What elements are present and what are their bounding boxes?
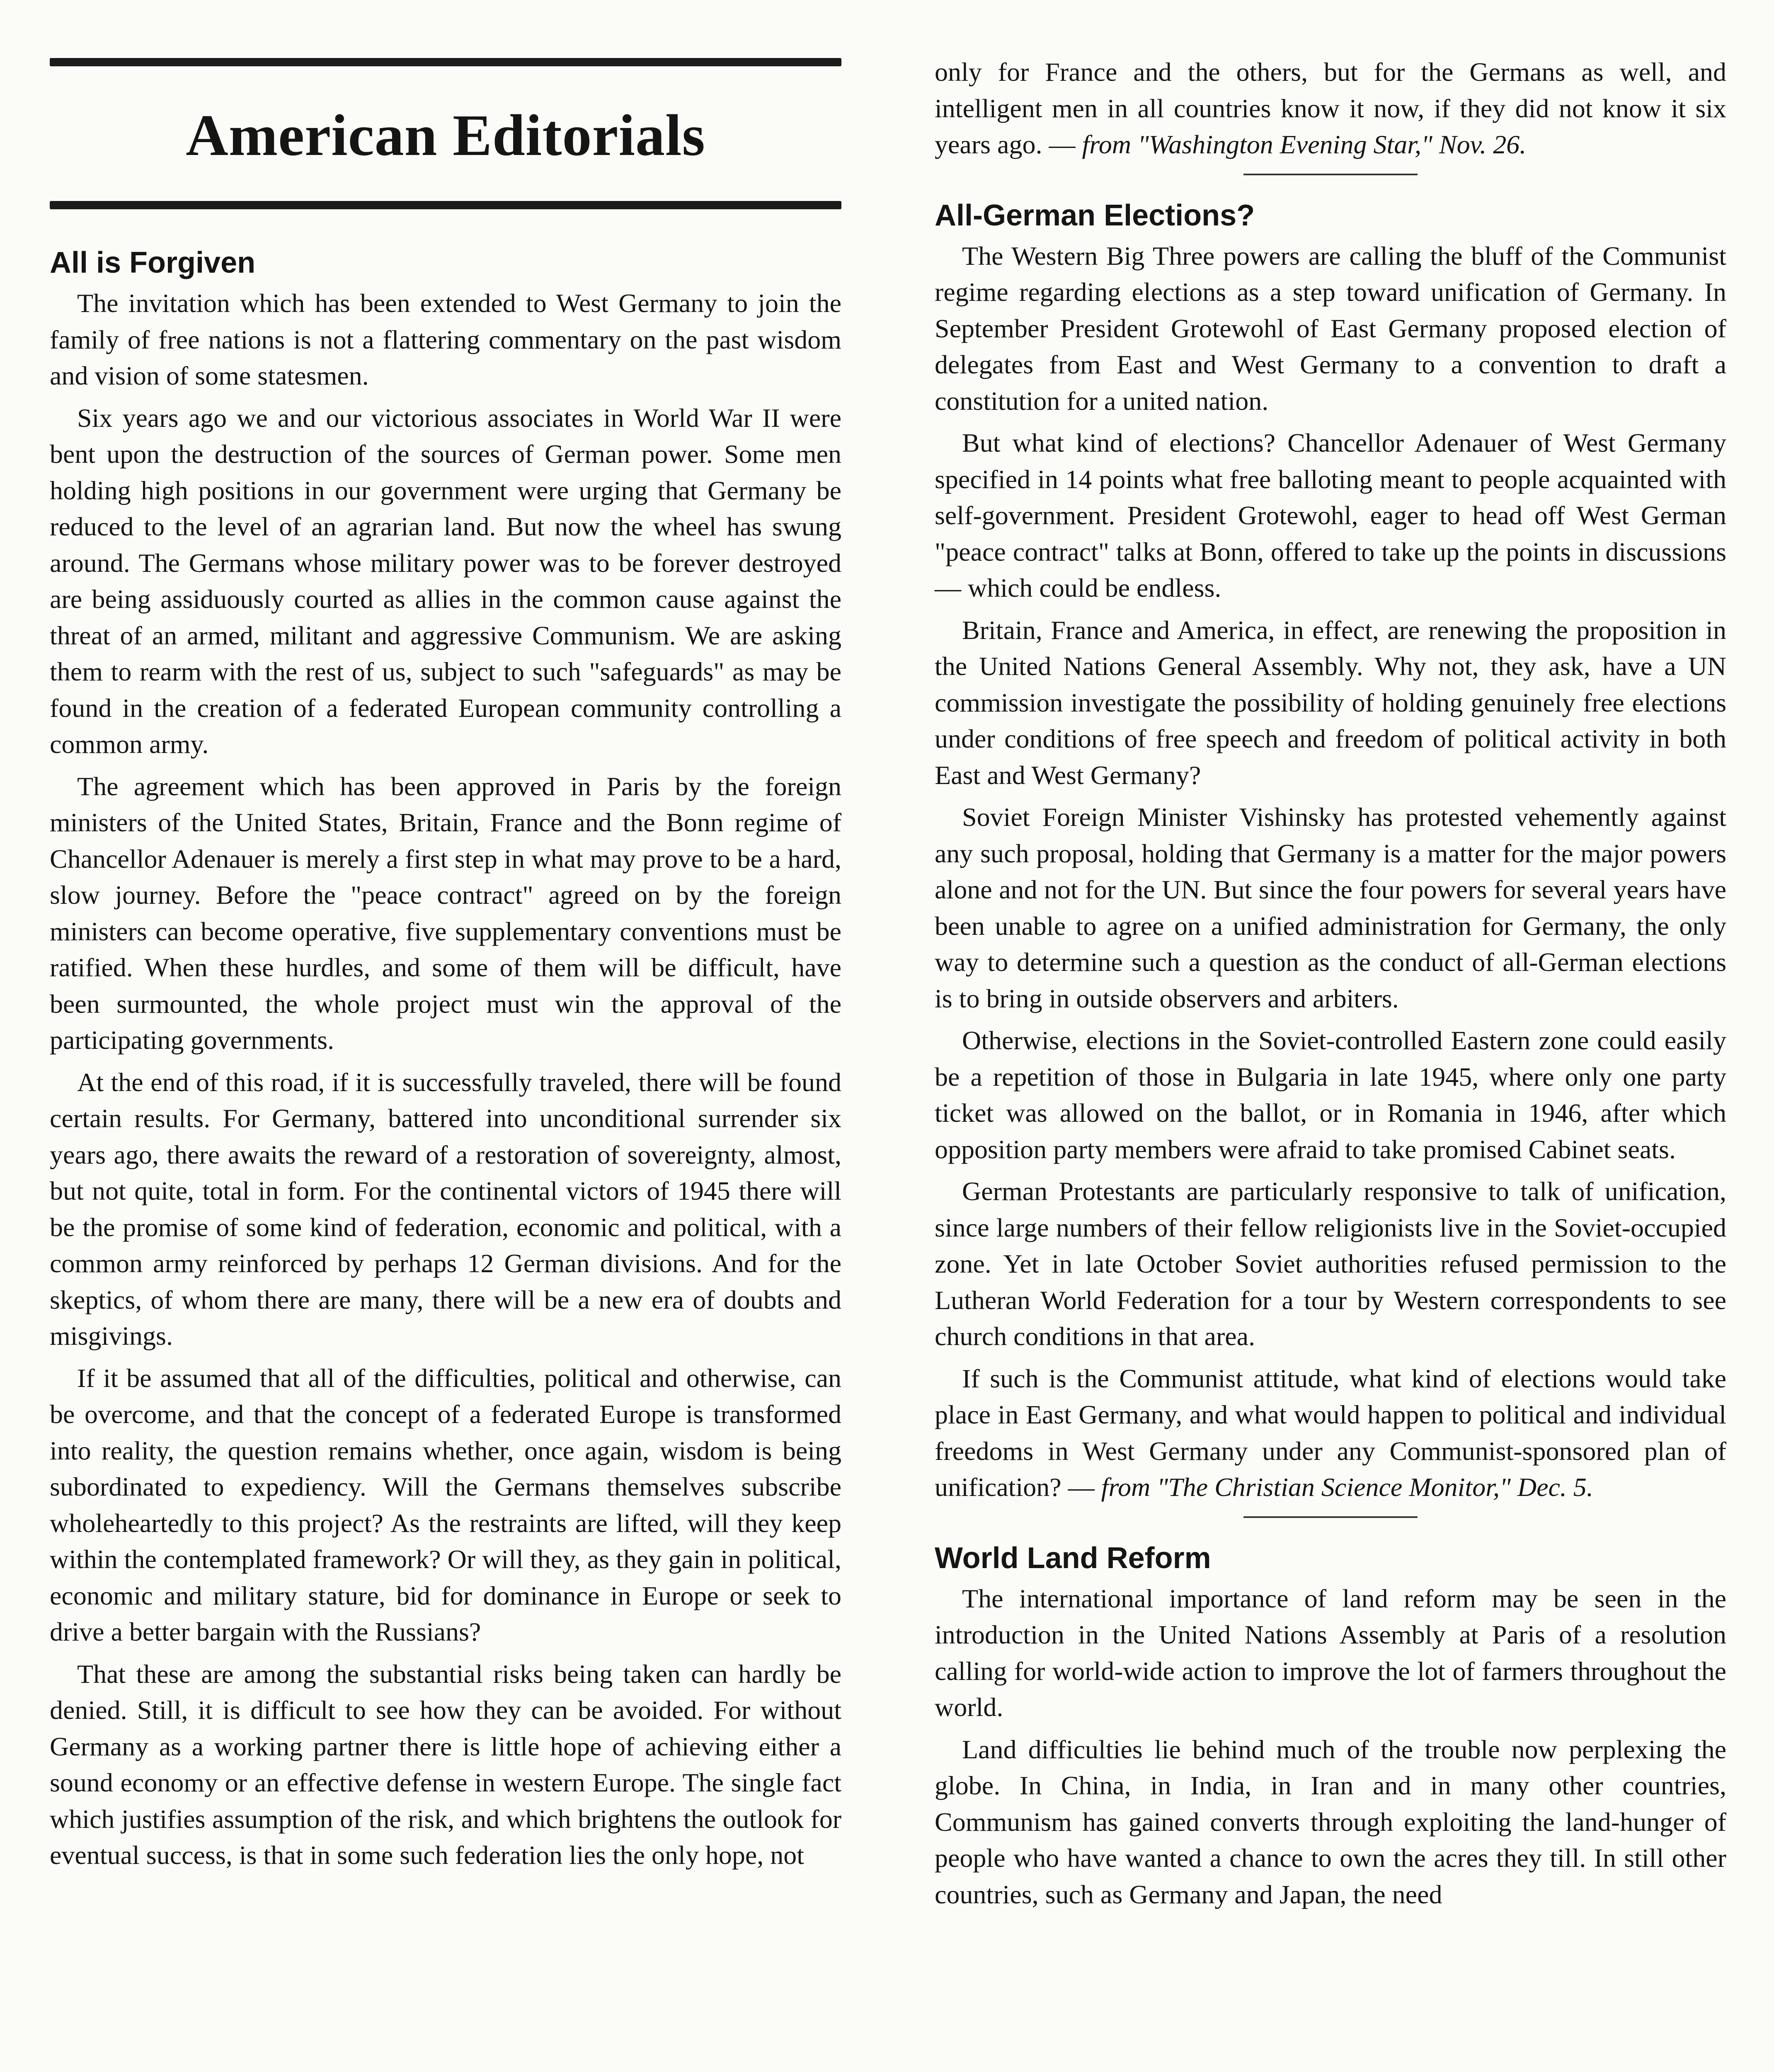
attribution: from "Washington Evening Star," Nov. 26. (1082, 130, 1527, 159)
article-paragraph: Otherwise, elections in the Soviet-controlled Eastern zone could easily be a repetition of those in Bulgaria in late 1945, where only one party ticket was allowed on the ballot, or in Romania in 1946, after which opposition party members were afraid to take promised Cabinet seats. (935, 1026, 1726, 1164)
article-headline: All is Forgiven (50, 246, 256, 279)
right-column (935, 0, 1726, 1918)
continuation-text: only for France and the others, but for the Germans as well, and intelligent men in all countries know it now, if they did not know it six years ago. — (935, 57, 1726, 159)
masthead-rule-bottom (50, 201, 841, 209)
article-paragraph (935, 1360, 1726, 1506)
article-paragraph: If it be assumed that all of the difficulties, political and otherwise, can be overcome, and that the concept of a federated Europe is transformed into reality, the question remains whether, once again, wisdom is being subordinated to expediency. Will the Germans themselves subscribe wholeheartedly to this project? As the restraints are lifted, will they keep within the contemplated framework? Or will they, as they gain in political, economic and military stature, bid for dominance in Europe or seek to drive a better bargain with the Russians? (50, 1363, 841, 1647)
article-world-land-reform (935, 1542, 1726, 1913)
article-paragraph: Britain, France and America, in effect, are renewing the proposition in the United Nations General Assembly. Why not, they ask, have a UN commission investigate the possibility of holding genuinely free elections under conditions of free speech and freedom of political activity in both East and West Germany? (935, 615, 1726, 790)
left-column (50, 0, 841, 1879)
article-paragraph: At the end of this road, if it is successfully traveled, there will be found certain results. For Germany, battered into unconditional surrender six years ago, there awaits the reward of a restoration of sovereignty, almost, but not quite, total in form. For the continental victors of 1945 there will be the promise of some kind of federation, economic and political, with a common army reinforced by perhaps 12 German divisions. And for the skeptics, of whom there are many, there will be a new era of doubts and misgivings. (50, 1067, 841, 1351)
article-all-german-elections (935, 199, 1726, 1506)
article-headline: World Land Reform (935, 1541, 1211, 1575)
masthead-rule-top (50, 58, 841, 66)
article-paragraph: Land difficulties lie behind much of the trouble now perplexing the globe. In China, in India, in Iran and in many other countries, Communism has gained converts through exploiting the land-hunger of people who have wanted a chance to own the acres they till. In still other countries, such as Germany and Japan, the need (935, 1734, 1726, 1909)
article-continuation (935, 54, 1726, 163)
article-divider (1243, 174, 1418, 175)
article-paragraph: That these are among the substantial risks being taken can hardly be denied. Still, it is difficult to see how they can be avoided. For without Germany as a working partner there is little hope of achieving either a sound economy or an effective defense in western Europe. The single fact which justifies assumption of the risk, and which brightens the outlook for eventual success, is that in some such federation lies the only hope, not (50, 1659, 841, 1870)
article-paragraph: But what kind of elections? Chancellor Adenauer of West Germany specified in 14 points what free balloting meant to people acquainted with self-government. President Grotewohl, eager to head off West German "peace contract" talks at Bonn, offered to take up the points in discussions — which could be endless. (935, 428, 1726, 603)
article-paragraph: The Western Big Three powers are calling the bluff of the Communist regime regarding elections as a step toward unification of Germany. In September President Grotewohl of East Germany proposed election of delegates from East and West Germany to a convention to draft a constitution for a united nation. (935, 241, 1726, 416)
article-paragraph: Soviet Foreign Minister Vishinsky has protested vehemently against any such proposal, holding that Germany is a matter for the major powers alone and not for the UN. But since the four powers for several years have been unable to agree on a unified administration for Germany, the only way to determine such a question as the conduct of all-German elections is to bring in outside observers and arbiters. (935, 802, 1726, 1013)
article-paragraph: The invitation which has been extended to West Germany to join the family of free nations is not a flattering commentary on the past wisdom and vision of some statesmen. (50, 288, 841, 391)
article-all-is-forgiven (50, 247, 841, 1874)
article-headline: All-German Elections? (935, 198, 1255, 232)
attribution: from "The Christian Science Monitor," Dec. 5. (1101, 1472, 1593, 1502)
article-paragraph: Six years ago we and our victorious associates in World War II were bent upon the destruction of the sources of German power. Some men holding high positions in our government were urging that Germany be reduced to the level of an agrarian land. But now the wheel has swung around. The Germans whose military power was to be forever destroyed are being assiduously courted as allies in the common cause against the threat of an armed, militant and aggressive Communism. We are asking them to rearm with the rest of us, subject to such "safeguards" as may be found in the creation of a federated European community controlling a common army. (50, 403, 841, 759)
article-divider (1243, 1516, 1418, 1518)
section-title: American Editorials (186, 102, 705, 168)
article-paragraph: The international importance of land reform may be seen in the introduction in the United Nations Assembly at Paris of a resolution calling for world-wide action to improve the lot of farmers throughout the world. (935, 1583, 1726, 1722)
paragraph-text: If such is the Communist attitude, what kind of elections would take place in East Germany, and what would happen to political and individual freedoms in West Germany under any Communist-sponsored plan of unification? — (935, 1363, 1726, 1502)
article-paragraph: German Protestants are particularly responsive to talk of unification, since large numbers of their fellow religionists live in the Soviet-occupied zone. Yet in late October Soviet authorities refused permission to the Lutheran World Federation for a tour by Western correspondents to see church conditions in that area. (935, 1176, 1726, 1351)
article-paragraph: The agreement which has been approved in Paris by the foreign ministers of the United States, Britain, France and the Bonn regime of Chancellor Adenauer is merely a first step in what may prove to be a hard, slow journey. Before the "peace contract" agreed on by the foreign ministers can become operative, five supplementary conventions must be ratified. When these hurdles, and some of them will be difficult, have been surmounted, the whole project must win the approval of the participating governments. (50, 771, 841, 1055)
